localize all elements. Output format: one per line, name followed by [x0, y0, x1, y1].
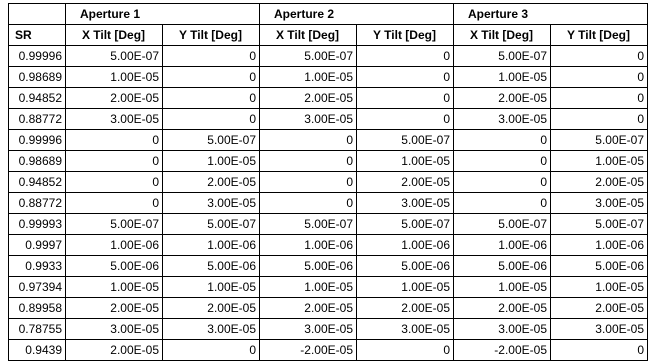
y-tilt-cell: 3.00E-05 [163, 193, 260, 214]
sr-cell: 0.94852 [9, 172, 66, 193]
aperture-1-header: Aperture 1 [66, 4, 260, 25]
x-tilt-cell: 2.00E-05 [260, 298, 357, 319]
table-row [9, 193, 648, 214]
sr-cell: 0.9997 [9, 235, 66, 256]
x-tilt-column-header: X Tilt [Deg] [66, 25, 163, 46]
x-tilt-cell: 2.00E-05 [66, 88, 163, 109]
y-tilt-cell: 3.00E-05 [551, 193, 648, 214]
x-tilt-cell: 5.00E-07 [260, 214, 357, 235]
x-tilt-cell: 0 [454, 193, 551, 214]
x-tilt-cell: 1.00E-05 [454, 277, 551, 298]
sr-cell: 0.99996 [9, 46, 66, 67]
x-tilt-cell: 1.00E-06 [66, 235, 163, 256]
y-tilt-cell: 0 [357, 340, 454, 361]
table-row [9, 172, 648, 193]
x-tilt-cell: 0 [66, 151, 163, 172]
sr-cell: 0.88772 [9, 109, 66, 130]
y-tilt-cell: 0 [163, 46, 260, 67]
x-tilt-column-header: X Tilt [Deg] [454, 25, 551, 46]
x-tilt-cell: 2.00E-05 [454, 88, 551, 109]
sr-cell: 0.94852 [9, 88, 66, 109]
y-tilt-cell: 0 [163, 67, 260, 88]
x-tilt-cell: 0 [260, 193, 357, 214]
y-tilt-cell: 0 [163, 88, 260, 109]
y-tilt-column-header: Y Tilt [Deg] [357, 25, 454, 46]
y-tilt-cell: 5.00E-06 [163, 256, 260, 277]
y-tilt-cell: 5.00E-07 [357, 130, 454, 151]
x-tilt-cell: 0 [66, 172, 163, 193]
y-tilt-column-header: Y Tilt [Deg] [551, 25, 648, 46]
y-tilt-cell: 5.00E-07 [357, 214, 454, 235]
table-row [9, 214, 648, 235]
y-tilt-cell: 5.00E-07 [163, 214, 260, 235]
table-row [9, 151, 648, 172]
group-header-row [9, 4, 648, 25]
sr-cell: 0.99996 [9, 130, 66, 151]
y-tilt-column-header: Y Tilt [Deg] [163, 25, 260, 46]
x-tilt-cell: 5.00E-06 [260, 256, 357, 277]
x-tilt-cell: 5.00E-06 [454, 256, 551, 277]
x-tilt-cell: 0 [260, 151, 357, 172]
y-tilt-cell: 2.00E-05 [163, 172, 260, 193]
y-tilt-cell: 5.00E-07 [551, 130, 648, 151]
table-row [9, 235, 648, 256]
x-tilt-cell: 2.00E-05 [454, 298, 551, 319]
x-tilt-cell: 5.00E-07 [454, 214, 551, 235]
y-tilt-cell: 1.00E-06 [163, 235, 260, 256]
y-tilt-cell: 0 [357, 46, 454, 67]
x-tilt-cell: 0 [454, 130, 551, 151]
sr-cell: 0.98689 [9, 151, 66, 172]
sr-cell: 0.98689 [9, 67, 66, 88]
x-tilt-cell: 5.00E-07 [66, 214, 163, 235]
table-row [9, 46, 648, 67]
x-tilt-cell: 2.00E-05 [66, 340, 163, 361]
y-tilt-cell: 3.00E-05 [357, 193, 454, 214]
x-tilt-cell: 0 [66, 193, 163, 214]
y-tilt-cell: 0 [163, 340, 260, 361]
y-tilt-cell: 2.00E-05 [163, 298, 260, 319]
y-tilt-cell: 5.00E-07 [551, 214, 648, 235]
y-tilt-cell: 0 [163, 109, 260, 130]
table-row [9, 109, 648, 130]
x-tilt-cell: 5.00E-06 [66, 256, 163, 277]
y-tilt-cell: 5.00E-07 [163, 130, 260, 151]
y-tilt-cell: 2.00E-05 [551, 172, 648, 193]
y-tilt-cell: 3.00E-05 [357, 319, 454, 340]
x-tilt-cell: 0 [454, 151, 551, 172]
y-tilt-cell: 3.00E-05 [551, 319, 648, 340]
y-tilt-cell: 0 [357, 67, 454, 88]
y-tilt-cell: 1.00E-06 [357, 235, 454, 256]
aperture-2-header: Aperture 2 [260, 4, 454, 25]
x-tilt-cell: 0 [260, 130, 357, 151]
x-tilt-cell: 3.00E-05 [260, 109, 357, 130]
sr-cell: 0.97394 [9, 277, 66, 298]
y-tilt-cell: 1.00E-05 [163, 277, 260, 298]
y-tilt-cell: 0 [357, 109, 454, 130]
column-header-row [9, 25, 648, 46]
table-row [9, 277, 648, 298]
x-tilt-cell: 1.00E-05 [454, 67, 551, 88]
blank-corner-cell [9, 4, 66, 25]
y-tilt-cell: 1.00E-05 [357, 151, 454, 172]
x-tilt-cell: 0 [66, 130, 163, 151]
x-tilt-cell: 1.00E-05 [66, 67, 163, 88]
x-tilt-cell: 2.00E-05 [260, 88, 357, 109]
y-tilt-cell: 5.00E-06 [357, 256, 454, 277]
table-row [9, 319, 648, 340]
x-tilt-cell: 1.00E-06 [454, 235, 551, 256]
sr-cell: 0.9439 [9, 340, 66, 361]
y-tilt-cell: 0 [551, 46, 648, 67]
x-tilt-cell: 1.00E-05 [260, 67, 357, 88]
y-tilt-cell: 0 [551, 88, 648, 109]
table-row [9, 88, 648, 109]
y-tilt-cell: 0 [551, 109, 648, 130]
y-tilt-cell: 5.00E-06 [551, 256, 648, 277]
x-tilt-cell: 3.00E-05 [454, 319, 551, 340]
sr-cell: 0.88772 [9, 193, 66, 214]
x-tilt-cell: -2.00E-05 [454, 340, 551, 361]
x-tilt-column-header: X Tilt [Deg] [260, 25, 357, 46]
y-tilt-cell: 2.00E-05 [357, 172, 454, 193]
table-body [9, 46, 648, 361]
table-row [9, 130, 648, 151]
x-tilt-cell: 1.00E-05 [260, 277, 357, 298]
x-tilt-cell: 5.00E-07 [66, 46, 163, 67]
x-tilt-cell: -2.00E-05 [260, 340, 357, 361]
x-tilt-cell: 1.00E-05 [66, 277, 163, 298]
table-row [9, 340, 648, 361]
x-tilt-cell: 3.00E-05 [66, 109, 163, 130]
y-tilt-cell: 1.00E-05 [551, 151, 648, 172]
y-tilt-cell: 0 [357, 88, 454, 109]
tilt-sr-table-container [8, 3, 648, 361]
sr-cell: 0.78755 [9, 319, 66, 340]
y-tilt-cell: 0 [551, 340, 648, 361]
y-tilt-cell: 1.00E-05 [357, 277, 454, 298]
table-row [9, 256, 648, 277]
x-tilt-cell: 3.00E-05 [260, 319, 357, 340]
x-tilt-cell: 0 [454, 172, 551, 193]
y-tilt-cell: 1.00E-05 [163, 151, 260, 172]
table-row [9, 298, 648, 319]
sr-cell: 0.9933 [9, 256, 66, 277]
y-tilt-cell: 2.00E-05 [357, 298, 454, 319]
sr-column-header: SR [9, 25, 66, 46]
x-tilt-cell: 5.00E-07 [260, 46, 357, 67]
aperture-3-header: Aperture 3 [454, 4, 648, 25]
table-row [9, 67, 648, 88]
x-tilt-cell: 1.00E-06 [260, 235, 357, 256]
sr-cell: 0.99993 [9, 214, 66, 235]
x-tilt-cell: 2.00E-05 [66, 298, 163, 319]
y-tilt-cell: 2.00E-05 [551, 298, 648, 319]
x-tilt-cell: 0 [260, 172, 357, 193]
y-tilt-cell: 0 [551, 67, 648, 88]
tilt-sr-table [8, 3, 648, 361]
x-tilt-cell: 3.00E-05 [66, 319, 163, 340]
x-tilt-cell: 5.00E-07 [454, 46, 551, 67]
x-tilt-cell: 3.00E-05 [454, 109, 551, 130]
y-tilt-cell: 1.00E-06 [551, 235, 648, 256]
y-tilt-cell: 1.00E-05 [551, 277, 648, 298]
y-tilt-cell: 3.00E-05 [163, 319, 260, 340]
sr-cell: 0.89958 [9, 298, 66, 319]
